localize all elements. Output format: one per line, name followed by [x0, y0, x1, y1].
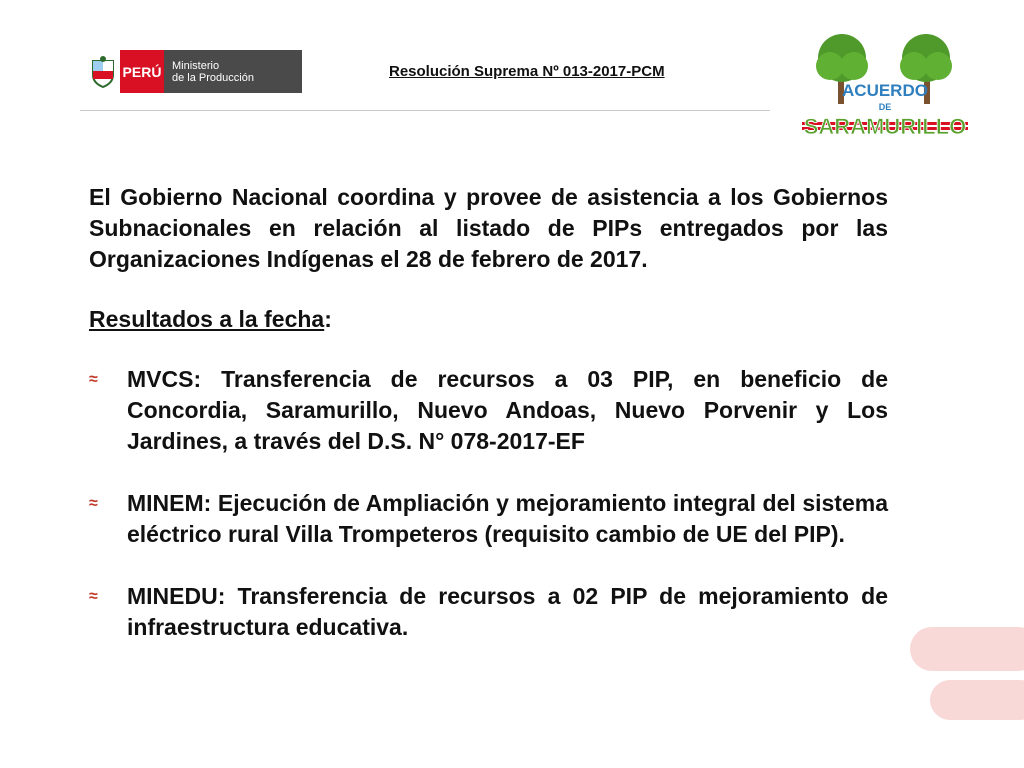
slide-body	[89, 182, 888, 643]
logo-line-1: ACUERDO	[842, 81, 928, 100]
list-item	[89, 364, 888, 457]
intro-paragraph: El Gobierno Nacional coordina y provee de asistencia a los Gobiernos Subnacionales en relación al listado de PIPs entregados por las Organizaciones Indígenas el 28 de febrero de 2017.	[89, 184, 888, 272]
country-label: PERÚ	[120, 50, 164, 93]
coat-of-arms-icon	[86, 50, 120, 93]
bullet-icon: ≈	[89, 371, 98, 388]
results-heading-colon: :	[324, 306, 332, 332]
list-item	[89, 581, 888, 643]
list-item-text: MINEDU: Transferencia de recursos a 02 PIP de mejoramiento de infraestructura educativa.	[127, 583, 888, 640]
list-item-text: MINEM: Ejecución de Ampliación y mejoramiento integral del sistema eléctrico rural Villa Trompeteros (requisito cambio de UE del PIP).	[127, 490, 888, 547]
ministry-line-2: de la Producción	[172, 72, 254, 84]
ministry-name	[164, 50, 302, 93]
header-divider	[80, 110, 770, 111]
list-item	[89, 488, 888, 550]
decorative-shape-top	[910, 627, 1024, 671]
results-heading	[89, 304, 888, 335]
bullet-icon: ≈	[89, 495, 98, 512]
resolution-title: Resolución Suprema Nº 013-2017-PCM	[389, 63, 665, 80]
ministry-line-1: Ministerio	[172, 60, 220, 72]
logo-line-3: SARAMURILLO	[803, 114, 967, 139]
decorative-shape-bottom	[930, 680, 1024, 720]
list-item-text: MVCS: Transferencia de recursos a 03 PIP, en beneficio de Concordia, Saramurillo, Nuevo Andoas, Nuevo Porvenir y Los Jardines, a través del D.S. N° 078-2017-EF	[127, 366, 888, 454]
acuerdo-saramurillo-logo	[800, 30, 970, 145]
logo-line-2: DE	[878, 102, 892, 112]
ministry-logo	[86, 50, 302, 93]
results-list	[89, 364, 888, 643]
results-heading-text: Resultados a la fecha	[89, 306, 325, 332]
bullet-icon: ≈	[89, 588, 98, 605]
